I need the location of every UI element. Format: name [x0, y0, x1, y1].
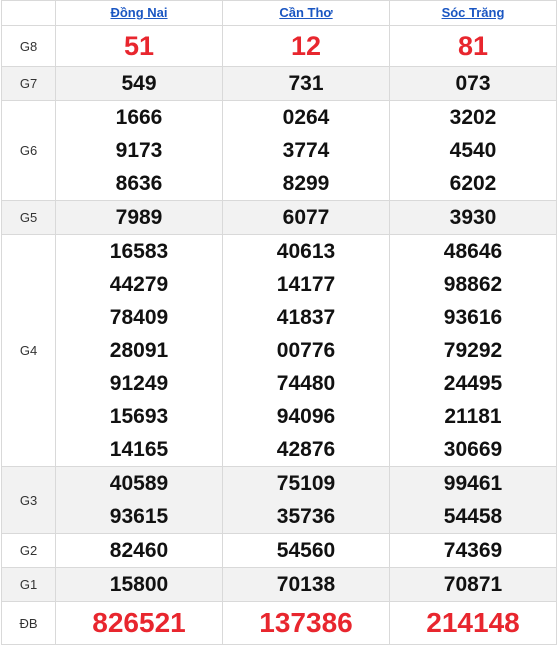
result-number: 28091	[109, 339, 169, 362]
result-cell	[56, 235, 223, 467]
prize-row-g5	[2, 201, 557, 235]
result-cell	[223, 467, 390, 534]
result-cell	[223, 534, 390, 568]
result-number: 3774	[282, 139, 330, 162]
result-number: 42876	[276, 438, 336, 461]
result-number: 48646	[443, 240, 503, 263]
prize-row-g3	[2, 467, 557, 534]
prize-row-g7	[2, 67, 557, 101]
prize-label: G8	[2, 26, 56, 67]
result-number: 12	[290, 31, 322, 61]
result-number: 78409	[109, 306, 169, 329]
result-cell	[56, 67, 223, 101]
result-cell	[390, 67, 557, 101]
result-cell	[56, 534, 223, 568]
result-number: 24495	[443, 372, 503, 395]
jackpot-number: 137386	[259, 607, 353, 638]
result-number: 15800	[109, 573, 169, 596]
result-number: 93615	[109, 505, 169, 528]
prize-label: G5	[2, 201, 56, 235]
prize-label: G1	[2, 568, 56, 602]
jackpot-number: 826521	[92, 607, 186, 638]
result-number: 70871	[443, 573, 503, 596]
province-link-soc-trang[interactable]: Sóc Trăng	[441, 5, 505, 20]
result-number: 4540	[449, 139, 497, 162]
result-cell	[223, 101, 390, 201]
result-number: 0264	[282, 106, 330, 129]
result-number: 8299	[282, 172, 330, 195]
prize-label: G6	[2, 101, 56, 201]
result-cell	[390, 568, 557, 602]
result-number: 6202	[449, 172, 497, 195]
result-number: 00776	[276, 339, 336, 362]
result-number: 82460	[109, 539, 169, 562]
jackpot-number: 214148	[426, 607, 520, 638]
province-header	[223, 1, 390, 26]
result-number: 94096	[276, 405, 336, 428]
result-number: 8636	[115, 172, 163, 195]
result-cell	[56, 201, 223, 235]
prize-row-db	[2, 602, 557, 645]
result-cell	[390, 467, 557, 534]
result-number: 3930	[449, 206, 497, 229]
corner-cell	[2, 1, 56, 26]
result-cell	[56, 26, 223, 67]
header-row	[2, 1, 557, 26]
result-number: 99461	[443, 472, 503, 495]
prize-row-g2	[2, 534, 557, 568]
result-number: 35736	[276, 505, 336, 528]
result-cell	[390, 602, 557, 645]
result-cell	[390, 201, 557, 235]
result-number: 74480	[276, 372, 336, 395]
result-number: 14177	[276, 273, 336, 296]
province-header	[390, 1, 557, 26]
result-number: 3202	[449, 106, 497, 129]
result-number: 549	[121, 72, 157, 95]
result-number: 91249	[109, 372, 169, 395]
prize-label: ĐB	[2, 602, 56, 645]
prize-label: G2	[2, 534, 56, 568]
result-cell	[390, 101, 557, 201]
prize-label: G7	[2, 67, 56, 101]
prize-label: G4	[2, 235, 56, 467]
result-cell	[223, 67, 390, 101]
result-number: 51	[123, 31, 155, 61]
result-cell	[56, 101, 223, 201]
result-number: 75109	[276, 472, 336, 495]
result-number: 40589	[109, 472, 169, 495]
result-cell	[56, 568, 223, 602]
result-cell	[390, 235, 557, 467]
result-number: 6077	[282, 206, 330, 229]
province-link-can-tho[interactable]: Cần Thơ	[279, 5, 333, 20]
result-cell	[223, 602, 390, 645]
prize-row-g4	[2, 235, 557, 467]
result-number: 74369	[443, 539, 503, 562]
result-number: 30669	[443, 438, 503, 461]
result-cell	[390, 534, 557, 568]
prize-row-g1	[2, 568, 557, 602]
result-number: 16583	[109, 240, 169, 263]
result-cell	[223, 568, 390, 602]
result-number: 40613	[276, 240, 336, 263]
result-number: 79292	[443, 339, 503, 362]
result-cell	[56, 602, 223, 645]
result-cell	[390, 26, 557, 67]
result-number: 54458	[443, 505, 503, 528]
result-cell	[223, 201, 390, 235]
prize-row-g6	[2, 101, 557, 201]
result-number: 54560	[276, 539, 336, 562]
result-cell	[223, 235, 390, 467]
result-cell	[56, 467, 223, 534]
result-number: 7989	[115, 206, 163, 229]
prize-row-g8	[2, 26, 557, 67]
result-number: 9173	[115, 139, 163, 162]
result-number: 1666	[115, 106, 163, 129]
result-number: 70138	[276, 573, 336, 596]
result-number: 98862	[443, 273, 503, 296]
lottery-results-table	[1, 0, 557, 645]
result-number: 14165	[109, 438, 169, 461]
result-number: 073	[455, 72, 491, 95]
province-link-dong-nai[interactable]: Đồng Nai	[110, 5, 168, 20]
result-number: 41837	[276, 306, 336, 329]
result-number: 15693	[109, 405, 169, 428]
result-cell	[223, 26, 390, 67]
prize-label: G3	[2, 467, 56, 534]
result-number: 731	[288, 72, 324, 95]
province-header	[56, 1, 223, 26]
result-number: 21181	[444, 405, 502, 428]
result-number: 81	[457, 31, 489, 61]
result-number: 44279	[109, 273, 169, 296]
result-number: 93616	[443, 306, 503, 329]
